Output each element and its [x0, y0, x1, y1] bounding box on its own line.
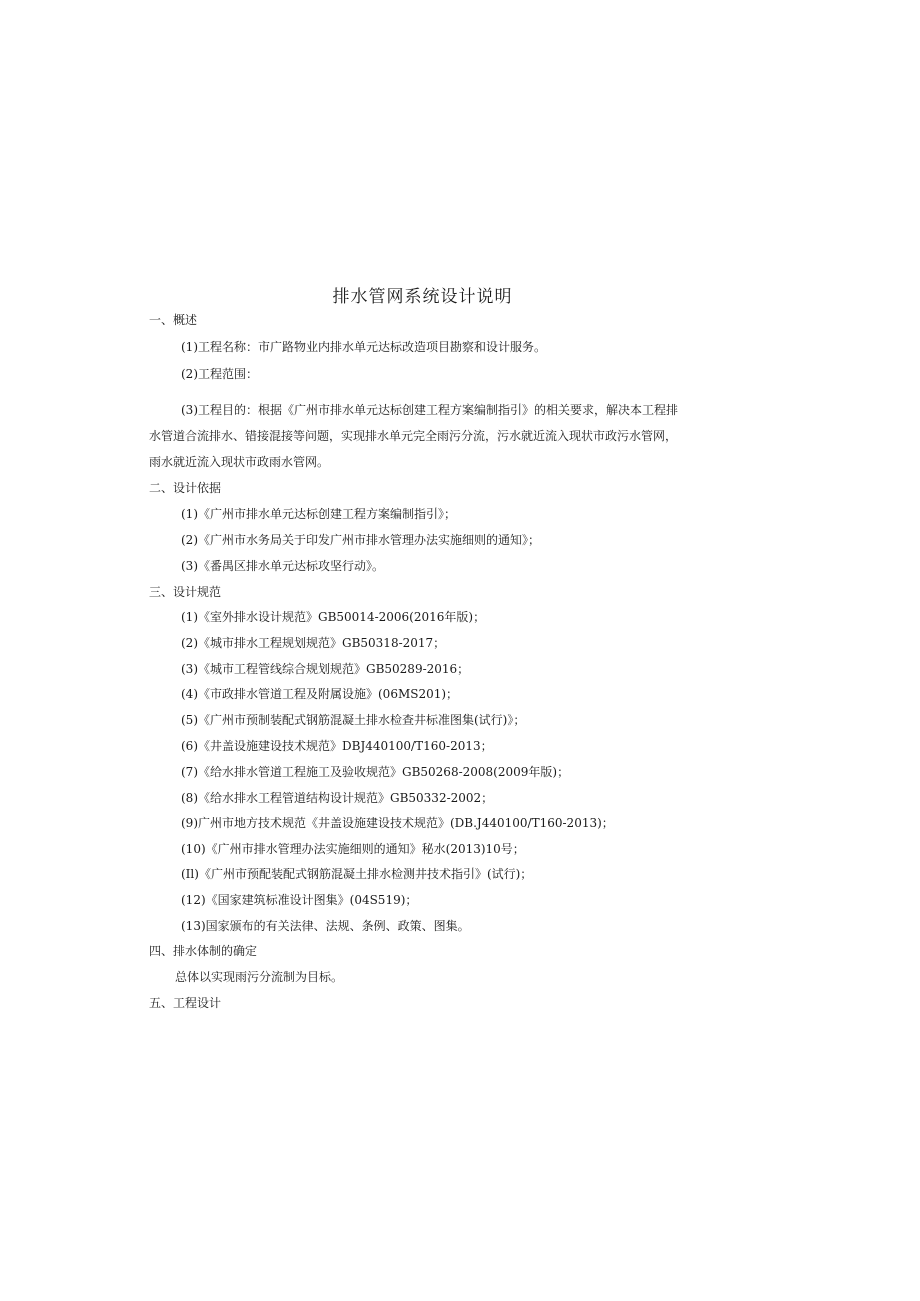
- design-code-item: (3)《城市工程管线综合规划规范》GB50289-2016；: [181, 662, 470, 676]
- design-code-item: (13)国家颁布的有关法律、法规、条例、政策、图集。: [181, 919, 470, 933]
- design-code-item: (5)《广州市预制装配式钢筋混凝土排水检查井标准图集(试行)》；: [181, 713, 526, 727]
- section-heading-design-basis: 二、设计依据: [149, 481, 222, 495]
- design-code-item: (9)广州市地方技术规范《井盖设施建设技术规范》(DB.J440100/T160-2013)；: [181, 816, 614, 830]
- design-code-item: (6)《井盖设施建设技术规范》DBJ440100/T160-2013；: [181, 739, 493, 753]
- section-heading-overview: 一、概述: [149, 313, 198, 327]
- design-basis-item: (3)《番禺区排水单元达标攻坚行动》。: [181, 559, 384, 573]
- design-basis-item: (2)《广州市水务局关于印发广州市排水管理办法实施细则的通知》；: [181, 533, 541, 547]
- design-code-item: (Il)《广州市预配装配式钢筋混凝土排水检测井技术指引》(试行)；: [181, 867, 533, 881]
- project-purpose-line-1: (3)工程目的：根据《广州市排水单元达标创建工程方案编制指引》的相关要求，解决本工程排: [181, 403, 679, 417]
- project-purpose-line-2: 水管道合流排水、错接混接等问题，实现排水单元完全雨污分流，污水就近流入现状市政污水管网，: [149, 429, 678, 443]
- section-heading-engineering-design: 五、工程设计: [149, 996, 222, 1010]
- design-code-item: (2)《城市排水工程规划规范》GB50318-2017；: [181, 636, 446, 650]
- design-code-item: (10)《广州市排水管理办法实施细则的通知》秘水(2013)10号；: [181, 842, 525, 856]
- design-code-item: (12)《国家建筑标准设计图集》(04S519)；: [181, 893, 418, 907]
- design-code-item: (1)《室外排水设计规范》GB50014-2006(2016年版)；: [181, 610, 486, 624]
- project-scope-paragraph: (2)工程范围：: [181, 367, 258, 381]
- section-heading-design-codes: 三、设计规范: [149, 585, 222, 599]
- section-heading-drainage-system: 四、排水体制的确定: [149, 944, 258, 958]
- project-purpose-line-3: 雨水就近流入现状市政雨水管网。: [149, 455, 330, 469]
- project-name-paragraph: (1)工程名称：市广路物业内排水单元达标改造项目勘察和设计服务。: [181, 340, 547, 354]
- drainage-system-paragraph: 总体以实现雨污分流制为目标。: [175, 970, 344, 984]
- design-code-item: (8)《给水排水工程管道结构设计规范》GB50332-2002；: [181, 791, 494, 805]
- document-title: 排水管网系统设计说明: [332, 287, 513, 307]
- design-code-item: (7)《给水排水管道工程施工及验收规范》GB50268-2008(2009年版)；: [181, 765, 570, 779]
- design-code-item: (4)《市政排水管道工程及附属设施》(06MS201)；: [181, 687, 459, 701]
- design-basis-item: (1)《广州市排水单元达标创建工程方案编制指引》；: [181, 507, 457, 521]
